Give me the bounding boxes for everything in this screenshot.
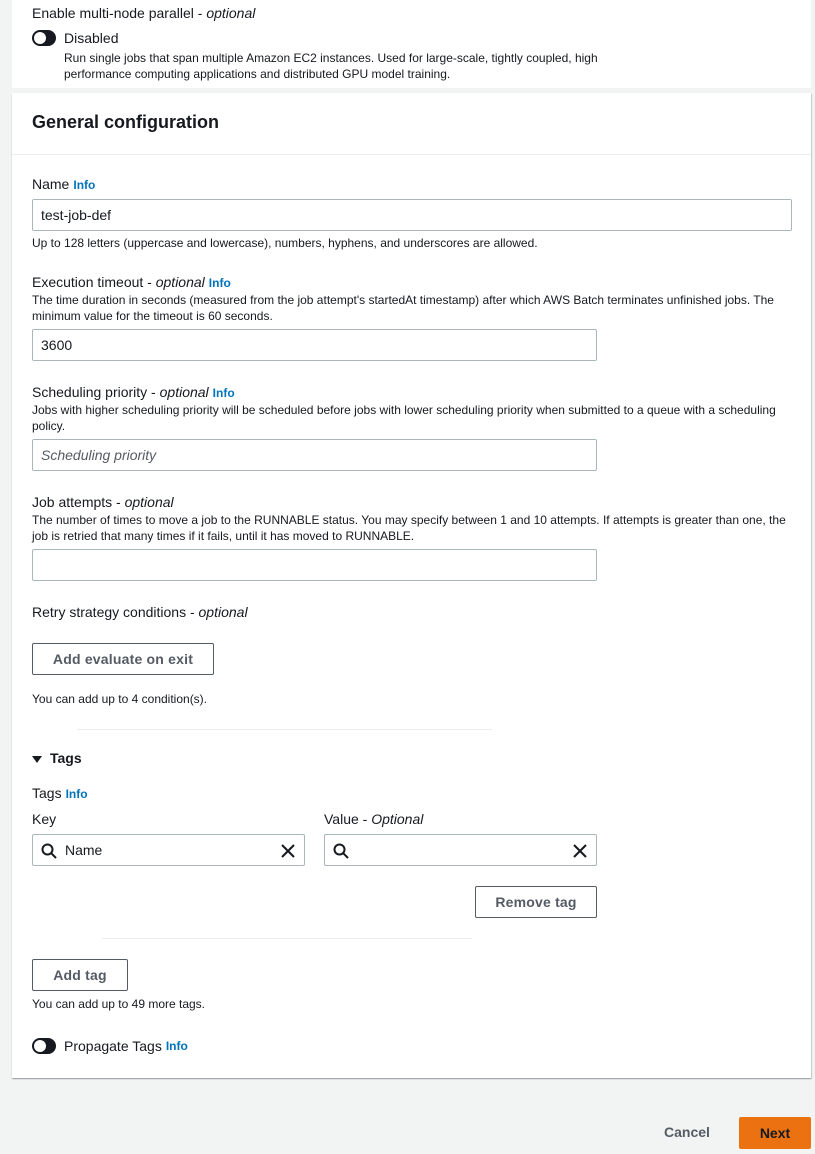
multinode-toggle[interactable] xyxy=(32,30,56,46)
priority-info-link[interactable]: Info xyxy=(212,386,235,400)
priority-label: Scheduling priority - optional Info xyxy=(32,384,235,400)
multinode-title: Enable multi-node parallel - optional xyxy=(32,5,256,21)
tag-value-input[interactable] xyxy=(324,834,597,866)
caret-down-icon xyxy=(32,756,42,763)
panel-header xyxy=(12,93,811,155)
tags-label: Tags Info xyxy=(32,785,88,801)
clear-icon[interactable] xyxy=(280,843,296,859)
search-icon xyxy=(41,843,57,859)
tag-key-value: Name xyxy=(65,842,103,858)
search-icon xyxy=(333,843,349,859)
next-button[interactable]: Next xyxy=(739,1117,811,1149)
tags-info-link[interactable]: Info xyxy=(65,787,88,801)
propagate-tags-toggle[interactable] xyxy=(32,1038,56,1054)
value-label: Value - Optional xyxy=(324,811,424,827)
tags-divider xyxy=(102,938,472,939)
retry-hint: You can add up to 4 condition(s). xyxy=(32,692,208,706)
tags-expander[interactable]: Tags xyxy=(32,750,82,766)
add-evaluate-on-exit-button[interactable]: Add evaluate on exit xyxy=(32,643,214,675)
propagate-tags-label: Propagate Tags xyxy=(64,1038,162,1054)
remove-tag-button[interactable]: Remove tag xyxy=(475,886,597,918)
cancel-button[interactable]: Cancel xyxy=(664,1124,710,1140)
multinode-section xyxy=(12,0,811,88)
propagate-tags-row[interactable] xyxy=(32,1038,188,1054)
clear-icon[interactable] xyxy=(572,843,588,859)
multinode-state-label: Disabled xyxy=(64,30,119,46)
tag-key-input[interactable] xyxy=(32,834,305,866)
attempts-label: Job attempts - optional xyxy=(32,494,174,510)
name-hint: Up to 128 letters (uppercase and lowercase), numbers, hyphens, and underscores are allowed. xyxy=(32,236,538,250)
name-input[interactable]: test-job-def xyxy=(32,199,792,231)
attempts-input[interactable] xyxy=(32,549,597,581)
panel-title: General configuration xyxy=(32,112,220,132)
attempts-description: The number of times to move a job to the RUNNABLE status. You may specify between 1 and 10 attempts. If attempts is greater than one, the job is retried that many times if it fails, until it has moved to RUNNABLE. xyxy=(32,513,786,543)
multinode-toggle-row[interactable] xyxy=(32,30,118,46)
timeout-label: Execution timeout - optional Info xyxy=(32,274,231,290)
name-label: Name Info xyxy=(32,176,96,192)
tags-hint: You can add up to 49 more tags. xyxy=(32,997,206,1011)
timeout-description: The time duration in seconds (measured from the job attempt's startedAt timestamp) after which AWS Batch terminates unfinished jobs. The minimum value for the timeout is 60 seconds. xyxy=(32,293,774,323)
propagate-info-link[interactable]: Info xyxy=(165,1039,188,1053)
add-tag-button[interactable]: Add tag xyxy=(32,959,128,991)
timeout-info-link[interactable]: Info xyxy=(208,276,231,290)
multinode-description: Run single jobs that span multiple Amazon EC2 instances. Used for large-scale, tightly coupled, high performance computing applications and distributed GPU model training. xyxy=(64,51,598,81)
timeout-input[interactable]: 3600 xyxy=(32,329,597,361)
priority-description: Jobs with higher scheduling priority will be scheduled before jobs with lower scheduling priority when submitted to a queue with a scheduling policy. xyxy=(32,403,776,433)
name-info-link[interactable]: Info xyxy=(73,178,96,192)
key-label: Key xyxy=(32,811,57,827)
general-configuration-panel xyxy=(12,93,811,1078)
retry-divider xyxy=(77,729,492,730)
retry-label: Retry strategy conditions - optional xyxy=(32,604,248,620)
priority-input[interactable]: Scheduling priority xyxy=(32,439,597,471)
